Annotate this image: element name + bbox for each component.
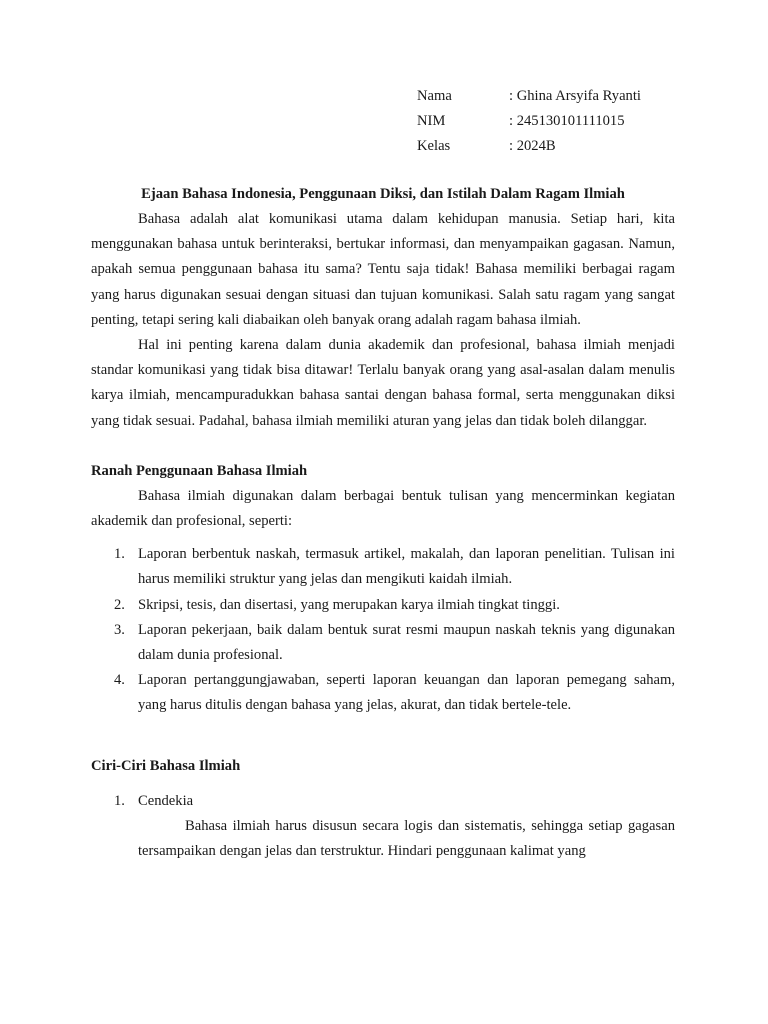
identity-value: : Ghina Arsyifa Ryanti [509,88,641,104]
list-item-text: Laporan pertanggungjawaban, seperti laporan keuangan dan laporan pemegang saham, yang harus ditulis dengan bahasa yang jelas, akurat, dan tidak bertele-tele. [138,672,675,714]
list-number: 4. [114,672,125,689]
identity-block [417,84,641,159]
body-paragraph: Bahasa ilmiah harus disusun secara logis dan sistematis, sehingga setiap gagasan tersampaikan dengan jelas dan terstruktur. Hindari penggunaan kalimat yang [138,817,675,860]
list-item [91,668,675,718]
list-item-text: Laporan pekerjaan, baik dalam bentuk surat resmi maupun naskah teknis yang digunakan dalam dunia profesional. [138,621,675,664]
identity-label: Kelas [417,138,451,154]
list-item [91,618,675,668]
section-heading: Ciri-Ciri Bahasa Ilmiah [91,757,241,774]
document-body [91,182,675,864]
list-item [91,542,675,592]
numbered-list [91,542,675,718]
identity-row-name [417,84,641,109]
numbered-list [91,789,675,814]
list-item-text: Skripsi, tesis, dan disertasi, yang merupakan karya ilmiah tingkat tinggi. [138,596,560,613]
list-number: 3. [114,621,125,638]
document-title: Ejaan Bahasa Indonesia, Penggunaan Diksi, dan Istilah Dalam Ragam Ilmiah [141,186,625,202]
body-paragraph: Bahasa ilmiah digunakan dalam berbagai bentuk tulisan yang mencerminkan kegiatan akademik dan profesional, seperti: [91,487,675,530]
section-heading: Ranah Penggunaan Bahasa Ilmiah [91,462,308,479]
identity-row-class [417,134,641,159]
list-number: 2. [114,596,125,613]
identity-value: : 245130101111015 [509,113,625,129]
list-item [91,789,675,814]
identity-row-nim [417,109,641,134]
list-number: 1. [114,546,125,563]
list-item [91,593,675,618]
list-number: 1. [114,792,125,809]
list-item-text: Cendekia [138,792,194,809]
identity-label: Nama [417,88,452,104]
list-item-text: Laporan berbentuk naskah, termasuk artikel, makalah, dan laporan penelitian. Tulisan ini harus memiliki struktur yang jelas dan mengikuti kaidah ilmiah. [138,546,675,588]
body-paragraph: Hal ini penting karena dalam dunia akademik dan profesional, bahasa ilmiah menjadi standar komunikasi yang tidak bisa ditawar! Terlalu banyak orang yang asal-asalan dalam menulis karya ilmiah, mencampuradukkan bahasa santai dengan bahasa formal, serta menggunakan diksi yang tidak sesuai. Padahal, bahasa ilmiah memiliki aturan yang jelas dan tidak boleh dilanggar. [91,337,675,429]
identity-value: : 2024B [509,138,556,154]
body-paragraph: Bahasa adalah alat komunikasi utama dalam kehidupan manusia. Setiap hari, kita menggunakan bahasa untuk berinteraksi, bertukar informasi, dan menyampaikan gagasan. Namun, apakah semua penggunaan bahasa itu sama? Tentu saja tidak! Bahasa memiliki berbagai ragam yang harus digunakan sesuai dengan situasi dan tujuan komunikasi. Salah satu ragam yang sangat penting, tetapi sering kali diabaikan oleh banyak orang adalah ragam bahasa ilmiah. [91,211,675,328]
identity-label: NIM [417,113,446,129]
